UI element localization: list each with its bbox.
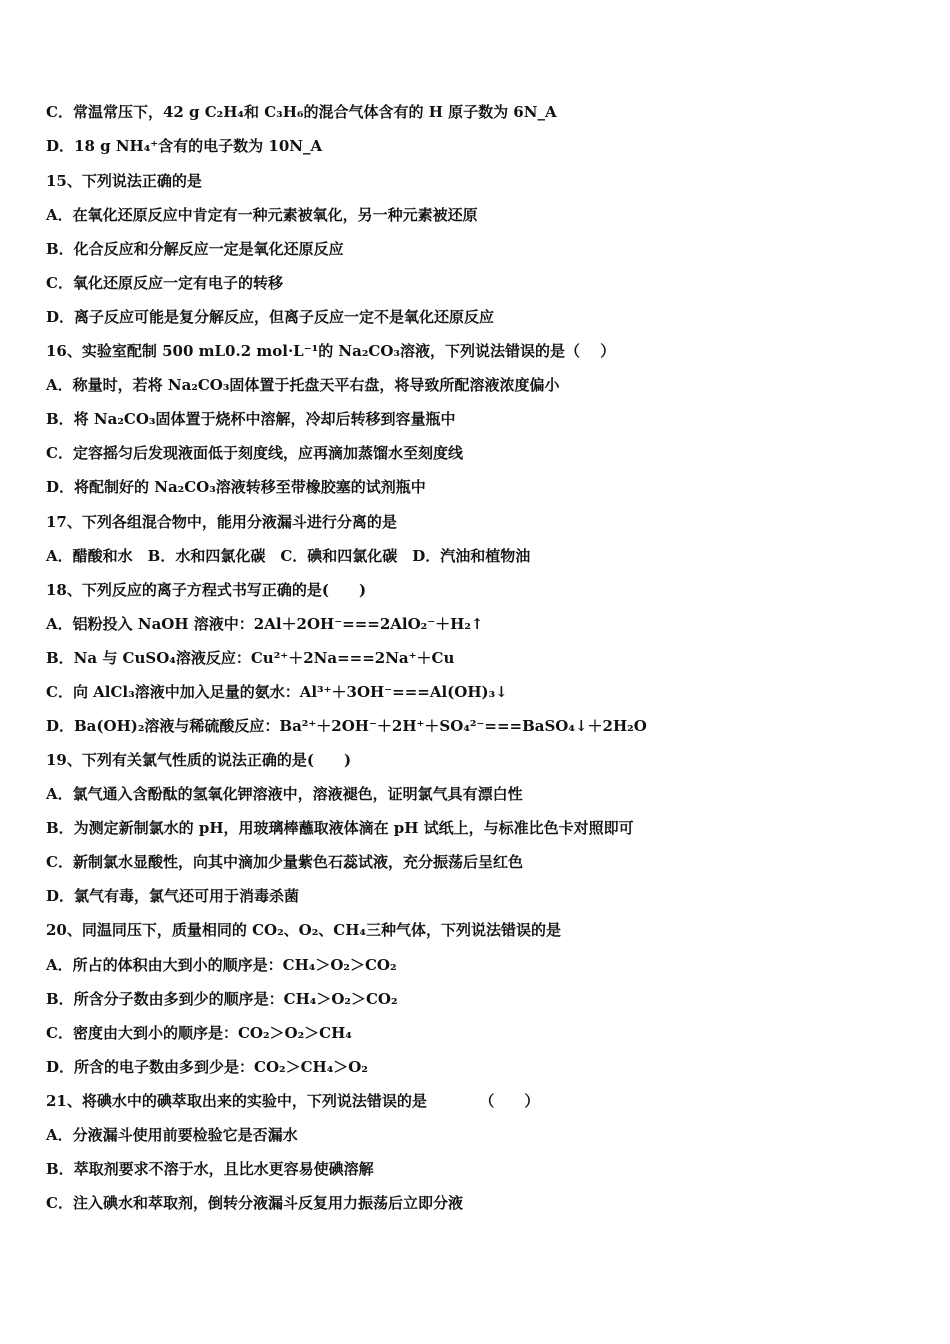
text-line: A．称量时，若将 Na₂CO₃固体置于托盘天平右盘，将导致所配溶液浓度偏小 xyxy=(46,376,560,394)
text-line: D．离子反应可能是复分解反应，但离子反应一定不是氧化还原反应 xyxy=(46,308,495,326)
text-line: B．所含分子数由多到少的顺序是：CH₄＞O₂＞CO₂ xyxy=(46,990,398,1008)
text-line: D．所含的电子数由多到少是：CO₂＞CH₄＞O₂ xyxy=(46,1058,368,1076)
question-18: 18、下列反应的离子方程式书写正确的是( ) xyxy=(46,581,367,599)
question-20: 20、同温同压下，质量相同的 CO₂、O₂、CH₄三种气体，下列说法错误的是 xyxy=(46,921,561,939)
question-15: 15、下列说法正确的是 xyxy=(46,172,202,190)
text-line: A．所占的体积由大到小的顺序是：CH₄＞O₂＞CO₂ xyxy=(46,956,397,974)
question-19: 19、下列有关氯气性质的说法正确的是( ) xyxy=(46,751,352,769)
text-line: C．常温常压下，42 g C₂H₄和 C₃H₆的混合气体含有的 H 原子数为 6N_A xyxy=(46,103,557,121)
question-21: 21、将碘水中的碘萃取出来的实验中，下列说法错误的是 （ ） xyxy=(46,1092,540,1110)
text-line: C．新制氯水显酸性，向其中滴加少量紫色石蕊试液，充分振荡后呈红色 xyxy=(46,853,523,871)
text-line: B．将 Na₂CO₃固体置于烧杯中溶解，冷却后转移到容量瓶中 xyxy=(46,410,456,428)
text-line: A．铝粉投入 NaOH 溶液中：2Al＋2OH⁻===2AlO₂⁻＋H₂↑ xyxy=(46,615,484,633)
text-line: C．向 AlCl₃溶液中加入足量的氨水：Al³⁺＋3OH⁻===Al(OH)₃↓ xyxy=(46,683,508,701)
text-line: B．为测定新制氯水的 pH，用玻璃棒蘸取液体滴在 pH 试纸上，与标准比色卡对照即可 xyxy=(46,819,634,837)
text-line: C．氧化还原反应一定有电子的转移 xyxy=(46,274,283,292)
text-line: D．18 g NH₄⁺含有的电子数为 10N_A xyxy=(46,137,323,155)
text-line: B．萃取剂要求不溶于水，且比水更容易使碘溶解 xyxy=(46,1160,374,1178)
text-line: D．将配制好的 Na₂CO₃溶液转移至带橡胶塞的试剂瓶中 xyxy=(46,478,426,496)
text-line: C．定容摇匀后发现液面低于刻度线，应再滴加蒸馏水至刻度线 xyxy=(46,444,463,462)
text-line: A．分液漏斗使用前要检验它是否漏水 xyxy=(46,1126,298,1144)
text-line: D．氯气有毒，氯气还可用于消毒杀菌 xyxy=(46,887,300,905)
text-line: B．化合反应和分解反应一定是氧化还原反应 xyxy=(46,240,344,258)
text-line: A．氯气通入含酚酞的氢氧化钾溶液中，溶液褪色，证明氯气具有漂白性 xyxy=(46,785,523,803)
text-line: A．在氧化还原反应中肯定有一种元素被氧化，另一种元素被还原 xyxy=(46,206,478,224)
text-line: C．注入碘水和萃取剂，倒转分液漏斗反复用力振荡后立即分液 xyxy=(46,1194,463,1212)
text-line: C．密度由大到小的顺序是：CO₂＞O₂＞CH₄ xyxy=(46,1024,352,1042)
question-16: 16、实验室配制 500 mL0.2 mol·L⁻¹的 Na₂CO₃溶液，下列说法错误的是（ ） xyxy=(46,342,616,360)
text-line: D．Ba(OH)₂溶液与稀硫酸反应：Ba²⁺＋2OH⁻＋2H⁺＋SO₄²⁻===BaSO₄↓＋2H₂O xyxy=(46,717,647,735)
question-17: 17、下列各组混合物中，能用分液漏斗进行分离的是 xyxy=(46,513,397,531)
text-line: A．醋酸和水 B．水和四氯化碳 C．碘和四氯化碳 D．汽油和植物油 xyxy=(46,547,531,565)
text-line: B．Na 与 CuSO₄溶液反应：Cu²⁺＋2Na===2Na⁺＋Cu xyxy=(46,649,455,667)
